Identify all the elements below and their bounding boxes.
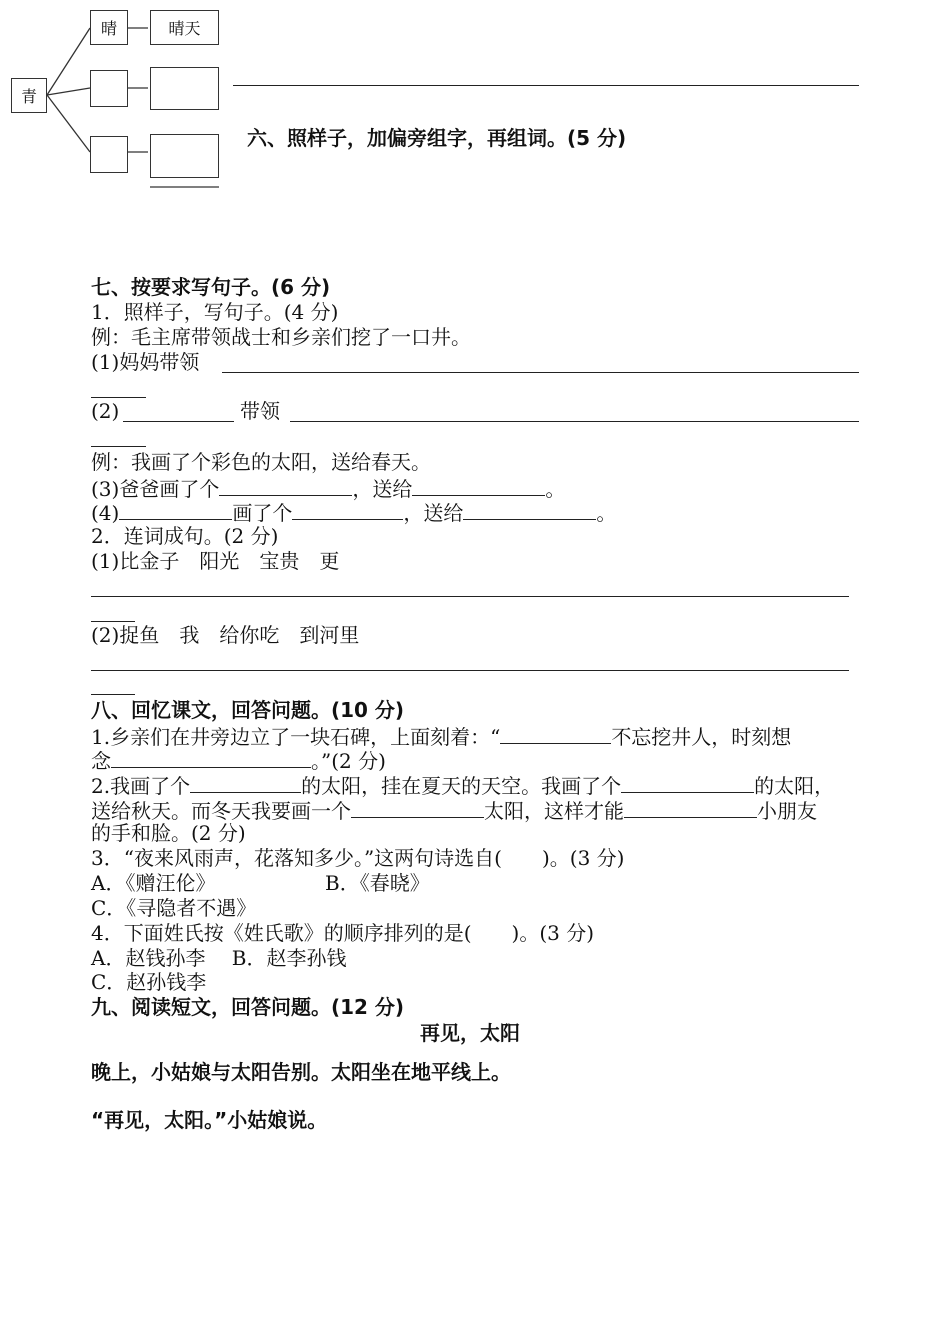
q8-1-d: 。”(2 分) (311, 749, 386, 773)
passage-title: 再见，太阳 (420, 1021, 520, 1045)
q7-1-item3-a: (3)爸爸画了个 (91, 477, 220, 501)
q7-1-item2-line[interactable] (290, 421, 859, 422)
q7-2-item2: (2)捉鱼 我 给你吃 到河里 (91, 623, 360, 647)
q8-2-blank1[interactable] (190, 772, 301, 793)
q8-3-option-a: A．《赠汪伦》 (91, 871, 216, 895)
q7-1-item4-c: ，送给 (403, 501, 464, 525)
q7-1-item4-a: (4) (91, 501, 120, 525)
radical-tree-lines (0, 0, 950, 200)
q8-2-b: 的太阳，挂在夏天的天空。我画了个 (301, 774, 622, 798)
q8-2-f: 小朋友 (757, 799, 817, 823)
section9-title: 九、阅读短文，回答问题。(12 分) (91, 995, 405, 1019)
example-word: 晴天 (168, 19, 201, 38)
q8-3: 3．“夜来风雨声，花落知多少。”这两句诗选自( )。(3 分) (91, 846, 625, 870)
q7-2-item1-line-cont[interactable] (91, 621, 135, 622)
q8-1-b: 不忘挖井人，时刻想 (611, 725, 792, 749)
q7-1-title: 1．照样子，写句子。(4 分) (91, 300, 339, 324)
q7-2-item2-line[interactable] (91, 670, 849, 671)
q7-1-item3-c: 。 (545, 477, 566, 501)
q8-4-option-c: C．赵孙钱李 (91, 970, 207, 994)
q8-2-blank4[interactable] (624, 797, 757, 818)
root-char-box (11, 78, 47, 113)
section8-title: 八、回忆课文，回答问题。(10 分) (91, 698, 405, 722)
q8-2-a: 2.我画了个 (91, 774, 191, 798)
q8-1-c: 念 (91, 749, 111, 773)
q8-1-line2 (91, 747, 386, 773)
q8-2-blank3[interactable] (351, 797, 484, 818)
answer-line[interactable] (233, 85, 859, 86)
q7-1-item2-prefix: (2) (91, 399, 120, 423)
q7-1-item4 (91, 499, 616, 525)
q8-1-a: 1.乡亲们在井旁边立了一块石碑，上面刻着：“ (91, 725, 501, 749)
answer-char-box-2[interactable] (90, 136, 128, 173)
q7-1-item3-b: ，送给 (352, 477, 413, 501)
q7-1-item4-blank1[interactable] (119, 499, 232, 520)
example-char-box (90, 10, 128, 45)
q8-2-e: 太阳，这样才能 (484, 799, 624, 823)
q7-1-item3 (91, 475, 565, 501)
q7-1-item3-blank1[interactable] (219, 475, 352, 496)
q8-1-line1 (91, 723, 791, 749)
q7-1-item1-line[interactable] (222, 372, 859, 373)
answer-word-box-2[interactable] (150, 134, 219, 178)
q8-4-options-ab: A．赵钱孙李 B．赵李孙钱 (91, 946, 347, 970)
q8-3-option-b: B．《春晓》 (325, 871, 430, 895)
answer-char-box-1[interactable] (90, 70, 128, 107)
q7-1-item2-blank1[interactable] (123, 421, 234, 422)
q7-1-item1-line-cont[interactable] (91, 397, 146, 398)
q7-1-item4-blank2[interactable] (292, 499, 403, 520)
q7-2-item2-line-cont[interactable] (91, 694, 135, 695)
q8-1-blank1[interactable] (500, 723, 611, 744)
passage-paragraph-1: 晚上，小姑娘与太阳告别。太阳坐在地平线上。 (91, 1060, 511, 1084)
q8-4: 4．下面姓氏按《姓氏歌》的顺序排列的是( )。(3 分) (91, 921, 595, 945)
q7-1-item4-d: 。 (596, 501, 617, 525)
q7-1-item4-b: 画了个 (232, 501, 293, 525)
q8-1-blank2[interactable] (111, 747, 311, 768)
q7-2-item1-line[interactable] (91, 596, 849, 597)
section6-title: 六、照样子，加偏旁组字，再组词。(5 分) (247, 126, 627, 150)
example-char: 晴 (100, 19, 117, 38)
q7-2-item1: (1)比金子 阳光 宝贵 更 (91, 549, 340, 573)
q8-3-option-c: C．《寻隐者不遇》 (91, 896, 257, 920)
q8-2-line3: 的手和脸。(2 分) (91, 821, 246, 845)
q7-2-title: 2．连词成句。(2 分) (91, 524, 279, 548)
passage-paragraph-2: “再见，太阳。”小姑娘说。 (91, 1108, 328, 1132)
q7-1-item2-line-cont[interactable] (91, 446, 146, 447)
q8-2-line1 (91, 772, 834, 798)
q8-2-d: 送给秋天。而冬天我要画一个 (91, 799, 351, 823)
q7-1-item3-blank2[interactable] (412, 475, 545, 496)
q7-1-item2-mid: 带领 (240, 399, 280, 423)
q8-2-line2 (91, 797, 817, 823)
q8-2-c: 的太阳， (754, 774, 835, 798)
root-char: 青 (20, 87, 37, 106)
q7-1-item4-blank3[interactable] (463, 499, 596, 520)
example-word-box (150, 10, 219, 45)
example-sentence-1: 例：毛主席带领战士和乡亲们挖了一口井。 (91, 325, 471, 349)
section7-title: 七、按要求写句子。(6 分) (91, 275, 331, 299)
q8-2-blank2[interactable] (621, 772, 754, 793)
answer-word-box-1[interactable] (150, 67, 219, 110)
example-sentence-2: 例：我画了个彩色的太阳，送给春天。 (91, 450, 431, 474)
q7-1-item1-prefix: (1)妈妈带领 (91, 350, 200, 374)
